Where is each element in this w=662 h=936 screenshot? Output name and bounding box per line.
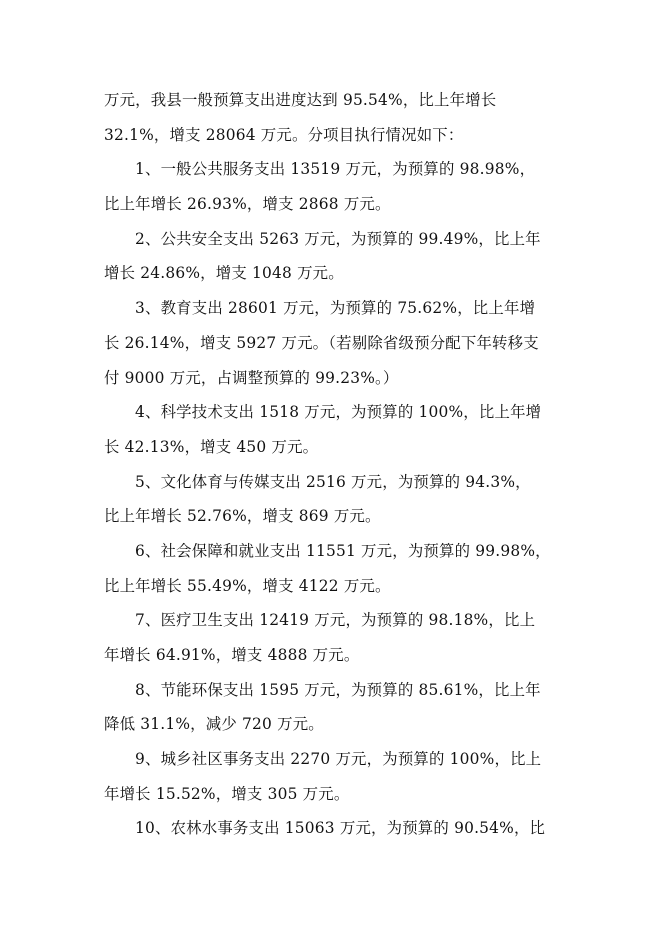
text-line-08: 长 26.14%，增支 5927 万元。（若剔除省级预分配下年转移支 (104, 333, 539, 352)
text-line-11: 长 42.13%，增支 450 万元。 (104, 437, 319, 456)
text-line-01: 万元，我县一般预算支出进度达到 95.54%，比上年增长 (104, 91, 497, 109)
text-line-13: 比上年增长 52.76%，增支 869 万元。 (104, 507, 381, 526)
text-line-20: 9、城乡社区事务支出 2270 万元，为预算的 100%，比上 (135, 750, 542, 769)
text-line-10: 4、科学技术支出 1518 万元，为预算的 100%，比上年增 (135, 403, 542, 422)
text-line-03: 1、一般公共服务支出 13519 万元，为预算的 98.98%， (135, 160, 536, 179)
text-line-22: 10、农林水事务支出 15063 万元，为预算的 90.54%，比 (135, 819, 546, 838)
text-line-14: 6、社会保障和就业支出 11551 万元，为预算的 99.98%， (135, 541, 551, 560)
text-line-17: 年增长 64.91%，增支 4888 万元。 (104, 646, 360, 664)
text-line-21: 年增长 15.52%，增支 305 万元。 (104, 784, 350, 803)
text-line-07: 3、教育支出 28601 万元，为预算的 75.62%，比上年增 (135, 299, 536, 318)
text-line-02: 32.1%，增支 28064 万元。分项目执行情况如下： (104, 125, 464, 144)
text-line-15: 比上年增长 55.49%，增支 4122 万元。 (104, 576, 391, 595)
text-line-19: 降低 31.1%，减少 720 万元。 (104, 715, 324, 734)
text-line-05: 2、公共安全支出 5263 万元，为预算的 99.49%，比上年 (135, 229, 541, 248)
text-line-16: 7、医疗卫生支出 12419 万元，为预算的 98.18%，比上 (135, 611, 536, 630)
text-line-04: 比上年增长 26.93%，增支 2868 万元。 (104, 195, 391, 214)
text-line-12: 5、文化体育与传媒支出 2516 万元，为预算的 94.3%， (135, 472, 531, 491)
text-line-18: 8、节能环保支出 1595 万元，为预算的 85.61%，比上年 (135, 680, 541, 699)
text-line-09: 付 9000 万元，占调整预算的 99.23%。） (104, 368, 399, 387)
text-line-06: 增长 24.86%，增支 1048 万元。 (104, 264, 344, 283)
document-body (104, 83, 564, 846)
